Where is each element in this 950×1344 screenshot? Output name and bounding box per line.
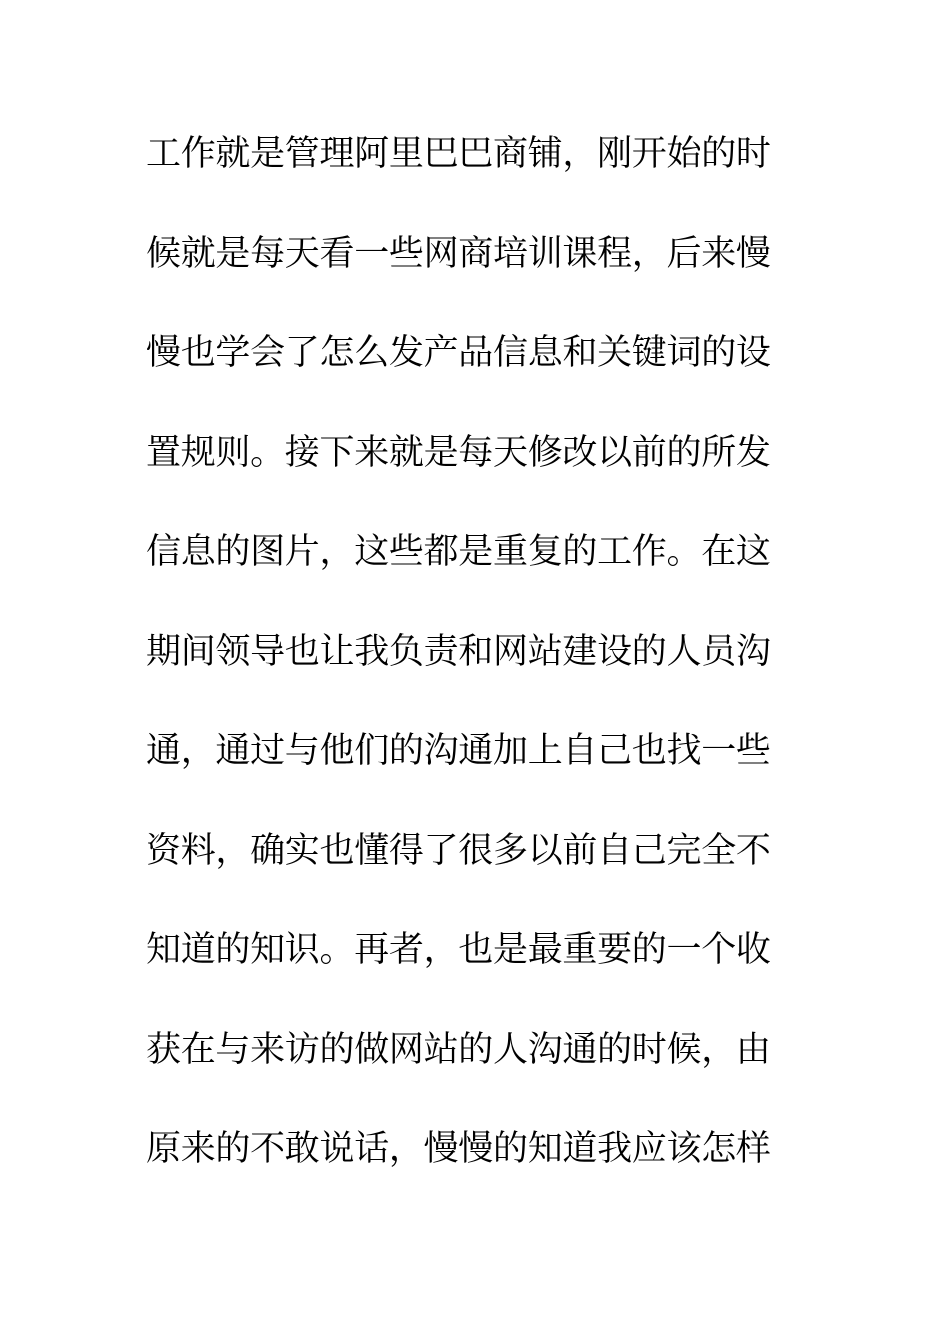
text-line: 慢也学会了怎么发产品信息和关键词的设 <box>146 333 771 373</box>
body-text <box>146 124 786 1219</box>
text-line: 知道的知识。再者，也是最重要的一个收 <box>146 930 771 970</box>
text-line: 期间领导也让我负责和网站建设的人员沟 <box>146 631 771 672</box>
text-line: 原来的不敢说话，慢慢的知道我应该怎样 <box>146 1129 771 1169</box>
text-line: 通，通过与他们的沟通加上自己也找一些 <box>146 731 771 771</box>
text-line: 置规则。接下来就是每天修改以前的所发 <box>146 432 771 473</box>
text-line: 工作就是管理阿里巴巴商铺，刚开始的时 <box>146 134 771 174</box>
text-line: 信息的图片，这些都是重复的工作。在这 <box>146 532 771 572</box>
text-line: 候就是每天看一些网商培训课程，后来慢 <box>146 233 771 274</box>
text-line: 资料，确实也懂得了很多以前自己完全不 <box>146 830 771 871</box>
text-line: 获在与来访的做网站的人沟通的时候，由 <box>146 1029 771 1070</box>
